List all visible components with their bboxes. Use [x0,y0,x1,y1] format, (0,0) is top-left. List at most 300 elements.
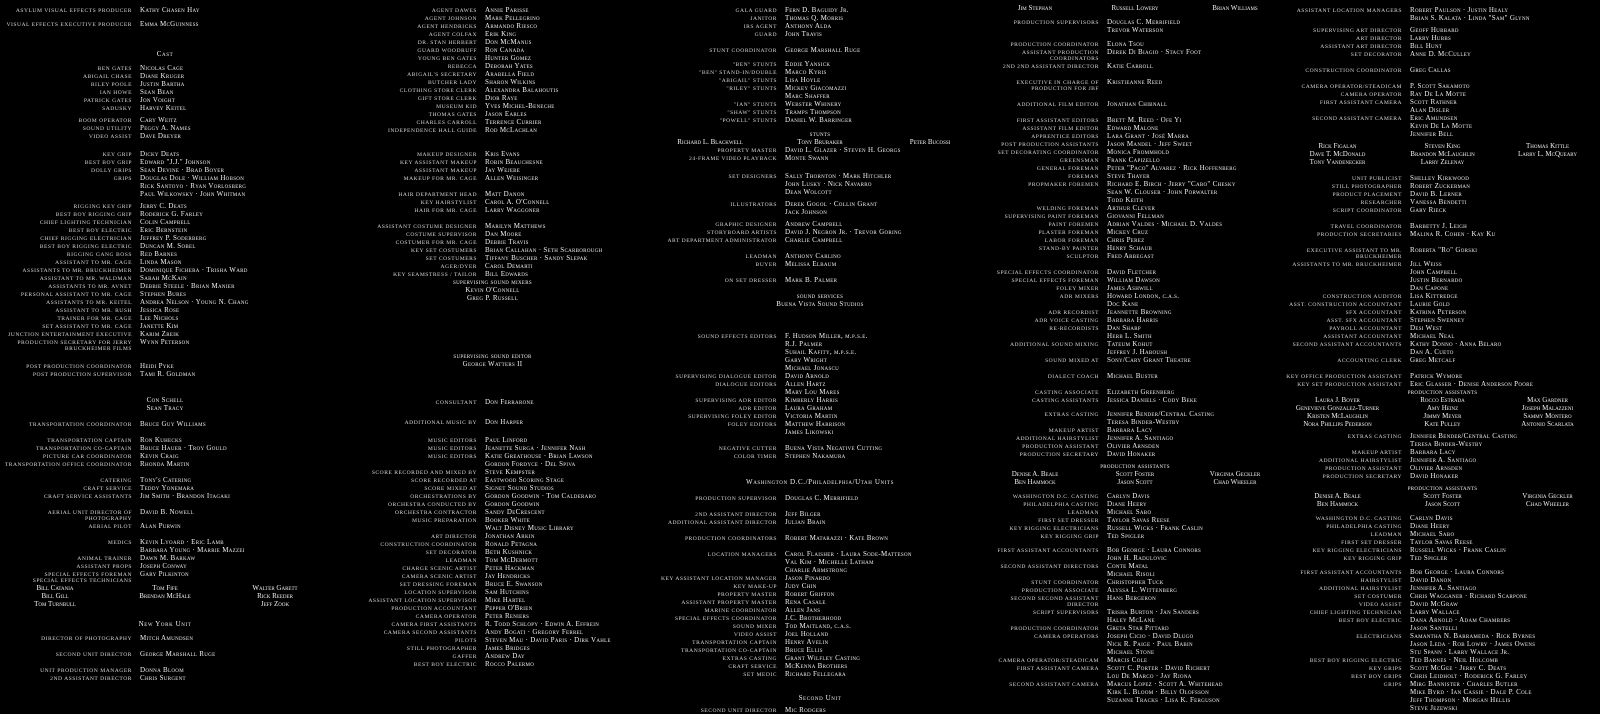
credit-row [1285,464,1600,472]
credit-role: KEY HAIRSTYLIST [420,200,477,206]
credit-names [785,494,858,502]
credit-role: ASSISTANT ACCOUNTANT [1323,334,1402,340]
credit-role: KEY SEAMSTRESS / TAILOR [393,272,477,278]
credit-name: Bruce Guy Williams [140,420,206,428]
credit-row [1285,600,1600,608]
credit-name: Greg Metcalf [1410,356,1456,364]
credit-names [1107,372,1158,380]
credit-name: Alan Disler [1410,106,1450,114]
credit-name: Bob George · Laura Connors [1107,546,1202,554]
credit-name: Henry Schaub [1107,244,1153,252]
credit-role: SET DECORATOR [425,550,477,556]
credit-row [0,554,330,562]
credit-role: ANIMAL TRAINER [77,556,132,562]
credit-name: Walter Garett [252,584,298,592]
credit-names [1107,220,1222,228]
credit-role: HAIRSTYLIST [1360,578,1402,584]
credit-row [1285,680,1600,712]
credit-names [485,652,525,660]
credit-name: Bill Edwards [485,270,529,278]
credit-role: ELECTRICIANS [1356,634,1402,640]
credit-row [655,220,985,228]
credit-row [985,586,1285,594]
credit-trio [1285,412,1600,420]
credit-names [485,174,538,182]
credit-role: WELDING FOREMAN [1036,206,1099,212]
credits-column-1 [0,0,330,682]
credit-name: Trevor Waterson [1107,26,1164,34]
credit-name [1495,158,1600,166]
credit-name: Carol Flaisher · Laura Sode-Matteson [785,550,912,558]
credit-name: Eddie Yansick [785,60,831,68]
credit-name: Kathy Donno · Anna Belaro [1410,340,1502,348]
credit-row [0,104,330,112]
credit-name: Barbetty J. Leigh [1410,222,1468,230]
credit-row [0,274,330,282]
credit-row [985,18,1285,34]
credit-name: Jeannette Browning [1107,308,1172,316]
credit-name: Beth Kushnick [485,548,533,556]
credit-row [985,450,1285,458]
credit-role: MARINE COORDINATOR [704,608,777,614]
credit-role: ABIGAIL CHASE [82,74,132,80]
credit-name: Michael Buster [1107,372,1159,380]
credit-names [140,538,245,554]
credit-row [1285,554,1600,562]
credit-name: Douglas C. Merrifield [1107,18,1181,26]
credit-name: Brendan McHale [139,592,191,600]
credit-role: STORYBOARD ARTISTS [707,230,777,236]
credit-name: Rick Santoyo · Ryan Vorlosberg [140,182,247,190]
credit-name: Lisa Kittredge [1410,292,1458,300]
credit-role: ASYLUM VISUAL EFFECTS PRODUCER [15,8,132,14]
credit-role: PHILADELPHIA CASTING [1326,524,1402,530]
credit-names [1410,616,1510,632]
credit-name: Robin Beauchesne [485,158,543,166]
credit-name: Fred Arbegast [1107,252,1154,260]
credit-row [330,190,655,198]
credit-names [1107,324,1152,340]
credit-row [0,258,330,266]
credit-names [785,654,860,662]
credit-centered [330,278,655,302]
credit-name: Steven King [1424,142,1461,150]
credit-row [985,410,1285,426]
credit-name: Conte Matal [1107,562,1149,570]
credit-row [330,476,655,484]
credit-trio [1285,420,1600,428]
credit-names [785,220,843,228]
credit-names [140,420,206,428]
credit-name: Alan Purwin [140,522,181,530]
credit-name: Wynn Peterson [140,338,190,346]
credit-names [1107,508,1151,516]
credit-role: VIDEO ASSIST [1358,602,1402,608]
credit-row [330,6,655,14]
credit-role: ADDITIONAL HAIRSTYLIST [1318,458,1402,464]
credit-name: Derek Di Biagio · Stacy Foot [1107,48,1202,56]
credit-name: J.C. Brotherhood [785,614,842,622]
credits-column-4 [985,0,1285,704]
credit-row [985,356,1285,364]
credit-names [485,246,602,254]
credit-name: Arabella Field [485,70,535,78]
credit-role: FIRST SET DRESSER [1038,518,1099,524]
credit-name: Mic Rodgers [785,706,826,714]
credit-names [1107,124,1158,132]
credit-names [785,68,827,76]
credit-role: ADR MIXERS [1059,294,1099,300]
credit-role: ADR RECORDIST [1048,310,1099,316]
credit-name: Julian Brain [785,518,826,526]
credit-names [785,116,852,124]
credit-names [1410,50,1471,58]
credit-names [485,636,611,644]
credit-row [330,62,655,70]
credit-name: Christopher Tuck [1107,578,1164,586]
credit-name: Terrence Currier [485,118,542,126]
credit-role: VIDEO ASSIST [88,134,132,140]
credit-role: RESEARCHER [1360,200,1402,206]
credit-role: TRANSPORTATION CAPTAIN [692,640,777,646]
credit-role: SET ASSISTANT TO MR. CAGE [42,324,132,330]
credit-role: DIALECT COACH [1047,374,1099,380]
credit-names [1410,600,1458,608]
credit-role: SET DECORATING COORDINATOR [997,150,1099,156]
credit-role: FIRST SET DRESSER [1341,540,1402,546]
credit-name: Jennifer Bender/Central Casting [1410,432,1518,440]
credit-row [0,330,330,338]
credit-name: Bruce Ellis [785,646,823,654]
credit-row [655,108,985,116]
credit-row [985,434,1285,442]
credit-role: NEGATIVE CUTTER [718,446,777,452]
credit-role: SET DECORATOR [1350,52,1402,58]
credit-trio [0,584,330,592]
credit-role: SOUND EFFECTS EDITORS [697,334,777,340]
credit-names [140,242,196,250]
credit-name: Monica Frommhold [1107,148,1170,156]
credit-names [785,30,822,38]
credit-centered [655,130,985,138]
credit-name: Haley McLane [1107,616,1155,624]
credit-role: SCORE MIXED AT [424,486,477,492]
credit-name: David Honaker [1410,472,1459,480]
credit-row [330,158,655,166]
credit-role: MUSIC PREPARATION [411,518,477,524]
credit-name: Trisha Burton · Jan Sanders [1107,608,1200,616]
credit-name: Roberta "Ro" Gorski [1410,246,1478,254]
credit-role: GRIPS [1383,682,1402,688]
credit-role: ART DEPARTMENT ADMINISTRATOR [667,238,777,244]
credit-name: Kevin Lyoard · Eric Lamb [140,538,224,546]
credit-names [1107,578,1164,586]
credit-row [655,534,985,542]
credit-name: Justin Bartha [140,80,185,88]
credit-name: Herb L. Smith [1107,332,1152,340]
credit-name: Rod McLachlan [485,126,538,134]
credit-row [0,338,330,352]
credit-name: Patrick Wymore [1410,372,1463,380]
credit-row [985,500,1285,508]
credit-row [0,158,330,166]
credit-names [140,476,191,484]
credit-names [1410,608,1460,616]
credit-names [485,452,593,468]
credit-name: James Likowski [785,428,834,436]
credit-names [785,412,838,420]
credit-name: Bill Gill [41,592,69,600]
credit-names [1107,450,1155,458]
credit-names [140,314,179,322]
credit-name: Tom McDermott [485,556,539,564]
credit-names [1410,656,1498,664]
credit-name: Anne D. McCulley [1410,50,1472,58]
credit-names [1410,380,1533,388]
credit-names [1410,114,1472,138]
credit-row [985,252,1285,260]
credit-role: BEST BOY ELECTRIC [68,228,132,234]
credit-names [485,62,533,70]
credit-names [485,150,520,158]
credit-name: Jeanette Surga · Jennifer Nash [485,444,586,452]
credit-names [785,252,841,260]
credit-name: Harvey Keitel [140,104,187,112]
credit-row [0,20,330,28]
credit-names [785,606,820,614]
credit-role: KEY RIGGING GRIP [1040,534,1099,540]
credit-name: Robert Griffon [785,590,835,598]
credit-name: Giovanni Fellman [1107,212,1165,220]
credit-names [1107,532,1144,540]
credit-row [985,372,1285,380]
credit-name: Dan A. Cueto [1410,348,1454,356]
credit-row [655,332,985,372]
credit-names [485,436,527,444]
credit-role: PRODUCTION ASSISTANT [1022,444,1099,450]
credit-names [485,190,525,198]
credit-names [1410,42,1442,50]
credit-name: Jeff Zook [260,600,290,608]
credit-names [485,604,533,612]
credit-role: EXTRAS CASTING [1347,434,1402,440]
credit-names [1410,672,1527,680]
credit-name: Tony's Catering [140,476,192,484]
credit-names [785,172,892,196]
credit-names [485,492,596,500]
credit-names [140,370,195,378]
credit-role: ACCOUNTING CLERK [1337,358,1402,364]
credit-row [655,154,985,162]
credit-name: George Watters II [462,360,523,368]
credit-row [330,14,655,22]
credit-role: PRODUCTION SUPERVISORS [1013,20,1099,26]
credit-row [0,666,330,674]
credit-role: LEADMAN [1067,510,1099,516]
credit-role: ASST. CONSTRUCTION ACCOUNTANT [1289,302,1402,308]
credit-names [1107,680,1223,704]
credit-names [1107,524,1203,532]
credit-role: CHIEF LIGHTING TECHNICIAN [39,220,132,226]
credit-role: 24-FRAME VIDEO PLAYBACK [689,156,777,162]
credit-name: production assistants [1407,484,1478,492]
credit-name: Thomas Q. Morris [785,14,844,22]
credit-name: Brandon McLaughlin [1410,150,1475,158]
credit-name: Sean Devine · Brad Boyer [140,166,225,174]
credit-name: Rick Reeder [257,592,293,600]
credit-name: Jennifer A. Santiago [1410,456,1477,464]
credit-name: Malina R. Cohen · Kay Ku [1410,230,1496,238]
credit-role: TRAVEL COORDINATOR [1330,224,1402,230]
credit-role: SPECIAL EFFECTS FOREMAN [44,572,132,578]
credit-row [655,622,985,630]
credit-names [140,210,203,218]
credit-name: James Ashwill [1107,284,1153,292]
credit-row [1285,372,1600,380]
credit-row [1285,472,1600,480]
credit-role: CRAFT SERVICE [83,486,132,492]
credit-row [655,6,985,14]
credit-row [330,398,655,406]
credit-trio [1285,404,1600,412]
credit-role: SCORE RECORDED AT [411,478,477,484]
credit-role: CATERING [100,478,132,484]
credit-row [985,62,1285,70]
credit-row [655,60,985,68]
credit-name: Signet Sound Studios [485,484,554,492]
credit-row [330,270,655,278]
credit-names [140,522,181,530]
credit-names [1410,292,1458,300]
credit-row [1285,308,1600,316]
credit-row [1285,576,1600,584]
credit-names [1410,568,1504,576]
credit-names [1410,198,1467,206]
credit-name: Marc Shaffer [785,92,830,100]
credit-row [985,116,1285,124]
credit-names [140,554,195,562]
credit-names [1410,448,1456,456]
credit-name: Tateum Kohut [1107,340,1153,348]
credit-row [0,226,330,234]
credit-name: David McGraw [1410,600,1459,608]
credit-name: Jason Mandel · Jeff Sweet [1107,140,1193,148]
credit-names [485,620,599,628]
credit-role: COLOR TIMER [733,454,777,460]
credit-role: ADDITIONAL SOUND MIXING [1010,342,1099,348]
credit-role: SECOND SECOND ASSISTANT DIRECTOR [1010,596,1099,608]
credit-role: SECOND ASSISTANT CAMERA [1312,116,1402,122]
credit-names [785,380,840,396]
credit-row [985,156,1285,164]
credit-names [140,484,194,492]
credit-names [1410,554,1447,562]
credit-name: Val Kim · Michelle Latham [785,558,874,566]
credit-names [140,226,187,234]
credit-names [1107,148,1169,156]
credit-role: BEST BOY GRIPS [1351,674,1402,680]
credit-row [985,236,1285,244]
credit-name: Katie Carroll [1107,62,1154,70]
credit-row [1285,82,1600,90]
credit-row [655,518,985,526]
credit-name: Laurie Gold [1410,300,1450,308]
credit-role: THOMAS GATES [428,112,477,118]
credit-names [785,662,848,670]
credit-row [0,250,330,258]
credit-names [485,22,537,30]
credit-names [140,322,178,330]
credit-names [1410,432,1517,448]
credit-name: Mickey Giacomazzi [785,84,847,92]
credit-row [0,460,330,468]
credit-name: Bob George · Laura Connors [1410,568,1505,576]
credit-names [1107,212,1164,220]
credit-role: STAND-BY PAINTER [1038,246,1099,252]
credit-row [330,484,655,492]
credit-row [330,652,655,660]
credit-name: Charlie Campbell [785,236,843,244]
credit-name: Scott McGee · Jerry C. Deats [1410,664,1507,672]
credit-name: Buena Vista Negative Cutting [785,444,883,452]
credit-names [1107,500,1147,508]
credit-names [1107,236,1145,244]
credit-name: Tramps Thompson [785,108,842,116]
credit-name: Brian S. Kalata · Linda "Sam" Glynn [1410,14,1530,22]
credit-name: Don Ferrarone [485,398,534,406]
credit-names [785,630,828,638]
credit-names [485,70,534,78]
credit-row [0,522,330,530]
credit-role: BEST BOY RIGGING ELECTRIC [39,244,132,250]
credit-role: PRODUCTION COORDINATOR [1010,626,1099,632]
credit-names [485,230,522,238]
credit-row [655,100,985,108]
credit-row [655,630,985,638]
credit-row [655,494,985,502]
credit-role: "BEN" STAND-IN/DOUBLE [699,70,777,76]
credit-role: SCRIPT SUPERVISORS [1032,610,1099,616]
credit-role: FOREMAN [1068,174,1099,180]
credit-name: Robert Paulson · Justin Healy [1410,6,1509,14]
credit-name: Taylor Savas Reese [1410,538,1473,546]
credit-names [485,500,540,508]
credit-names [1107,244,1152,252]
credit-row [655,706,985,714]
credit-row [985,426,1285,434]
credit-name: Con Schell [146,396,184,404]
credit-names [1107,442,1159,450]
credit-name: Virginia Geckler [1209,470,1261,478]
credit-name: Teresa Binder-Westby [1107,418,1180,426]
credit-name: Doc Kane [1107,300,1139,308]
credit-name: Jimmy Meyer [1423,412,1462,420]
credit-row [1285,198,1600,206]
credit-name: Jessica Daniels · Cody Beke [1107,396,1198,404]
credit-role: KEY OFFICE PRODUCTION ASSISTANT [1286,374,1402,380]
credit-name: Mary Lou Mares [785,388,840,396]
credit-name: Dan Sharp [1107,324,1141,332]
credit-row [0,150,330,158]
credit-role: WASHINGTON D.C. CASTING [1315,516,1402,522]
credit-name: Judy Chin [785,582,817,590]
credit-names [1410,206,1446,214]
credit-name: Dicky Deats [140,150,180,158]
credit-name: Sony/Cary Grant Theatre [1107,356,1192,364]
credit-role: CAMERA OPERATOR [415,614,477,620]
credit-names [1107,140,1192,148]
credit-name: Emma McGuinness [140,20,199,28]
